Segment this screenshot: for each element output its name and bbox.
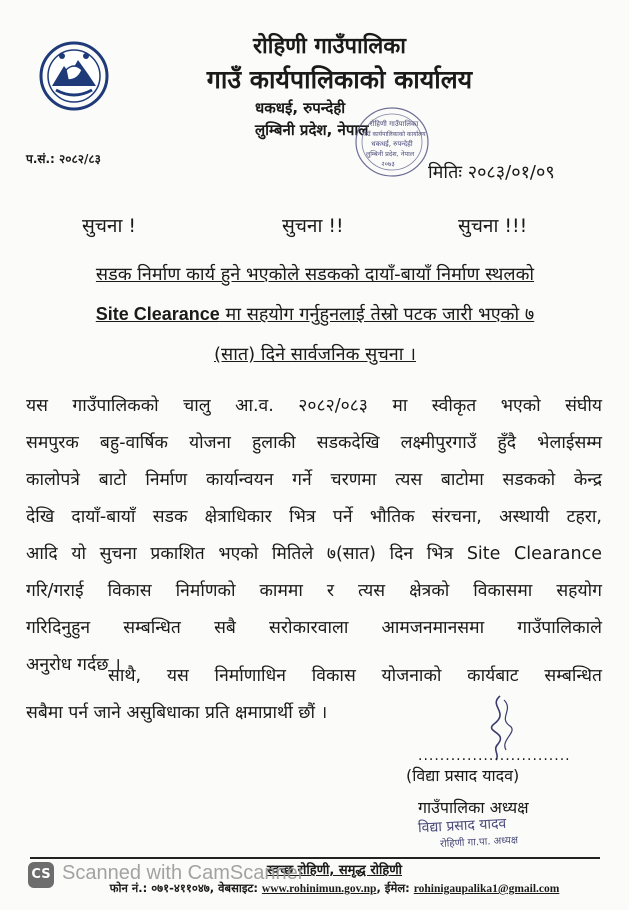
body-line: समपुरक बहु-वार्षिक योजना हुलाकी सडकदेखि लक्ष्मीपुरगाउँ हुँदै भेलाईसम्म [26, 433, 602, 453]
camscanner-badge-icon: CS [28, 862, 54, 888]
scanner-watermark: Scanned with CamScanner [62, 862, 305, 884]
body-line: यस गाउँपालिकको चालु आ.व. २०८२/०८३ मा स्वीकृत भएको संघीय [26, 396, 602, 416]
footer-slogan: स्वच्छ रोहिणी, समृद्ध रोहिणी [266, 863, 403, 878]
body-line: अनुरोध गर्दछ । [26, 655, 121, 675]
apology-line-2: सबैमा पर्न जाने असुबिधाका प्रति क्षमाप्रार्थी छौं । [26, 703, 328, 723]
name-stamp: विद्या प्रसाद यादव [417, 815, 507, 837]
apology-line-1: साथै, यस निर्माणाधिन विकास योजनाको कार्यबाट सम्बन्धित [108, 666, 602, 686]
address-line-1: धकधई, रुपन्देही [255, 99, 346, 117]
notice-title-line-2 [30, 302, 600, 326]
footer-email-link[interactable]: rohinigaupalika1@gmail.com [413, 883, 560, 895]
notice-label-3: सुचना !!! [458, 215, 528, 237]
notice-title-line-3: (सात) दिने सार्वजनिक सुचना । [214, 344, 416, 365]
notice-label-1: सुचना ! [82, 215, 137, 237]
stamp-text-1: गाउँ कार्यपालिकाको कार्यालय [362, 131, 426, 138]
name-stamp-title: रोहिणी गा.पा. अध्यक्ष [439, 834, 519, 851]
reference-number: प.सं.: २०८२/८३ [26, 152, 101, 166]
notice-title-line-2-rest: मा सहयोग गर्नुहुनलाई तेस्रो पटक जारी भएको ७ [219, 304, 535, 325]
signatory-designation: गाउँपालिका अध्यक्ष [418, 798, 529, 817]
office-name: गाउँ कार्यपालिकाको कार्यालय [206, 65, 473, 94]
body-line: देखि दायाँ-बायाँ सडक क्षेत्राधिकार भित्र पर्ने भौतिक संरचना, अस्थायी टहरा, [26, 507, 602, 527]
stamp-text-4: २०७३ [381, 160, 395, 168]
notice-label-2: सुचना !! [282, 215, 344, 237]
office-stamp-icon [348, 104, 430, 180]
signatory-name: (विद्या प्रसाद यादव) [406, 766, 520, 785]
stamp-text-0: रोहिणी गाउँपालिका [369, 120, 419, 128]
body-paragraph [26, 388, 602, 684]
stamp-text-2: धकधई, रुपन्देही [371, 140, 413, 148]
address-line-2: लुम्बिनी प्रदेश, नेपाल [255, 121, 369, 139]
signature-line: ............................ [418, 748, 571, 764]
footer-email-label: , ईमेल: [376, 881, 414, 895]
body-line: कालोपत्रे बाटो निर्माण कार्यान्वयन गर्ने चरणमा त्यस बाटोमा सडकको केन्द्र [26, 470, 602, 490]
stamp-text-3: लुम्बिनी प्रदेश, नेपाल [365, 150, 415, 158]
notice-title-line-1: सडक निर्माण कार्य हुने भएकोले सडकको दायाँ-बायाँ निर्माण स्थलको [95, 264, 535, 285]
footer-divider [30, 857, 600, 859]
body-line: आदि यो सुचना प्रकाशित भएको मितिले ७(सात) दिन भित्र Site Clearance [26, 544, 602, 564]
issue-date: मितिः २०८३/०१/०९ [428, 162, 555, 183]
site-clearance-term: Site Clearance [95, 304, 220, 324]
footer-website-link[interactable]: www.rohinimun.gov.np [261, 883, 377, 895]
municipality-name: रोहिणी गाउँपालिका [253, 34, 406, 59]
footer-phone: फोन नं.: ०७१-४११०४७, वेबसाइट: [109, 881, 262, 895]
body-line: गरि/गराई विकास निर्माणको काममा र त्यस क्षेत्रको विकासमा सहयोग [26, 581, 602, 601]
body-line: गरिदिनुहुन सम्बन्धित सबै सरोकारवाला आमजनमानसमा गाउँपालिकाले [26, 618, 602, 638]
